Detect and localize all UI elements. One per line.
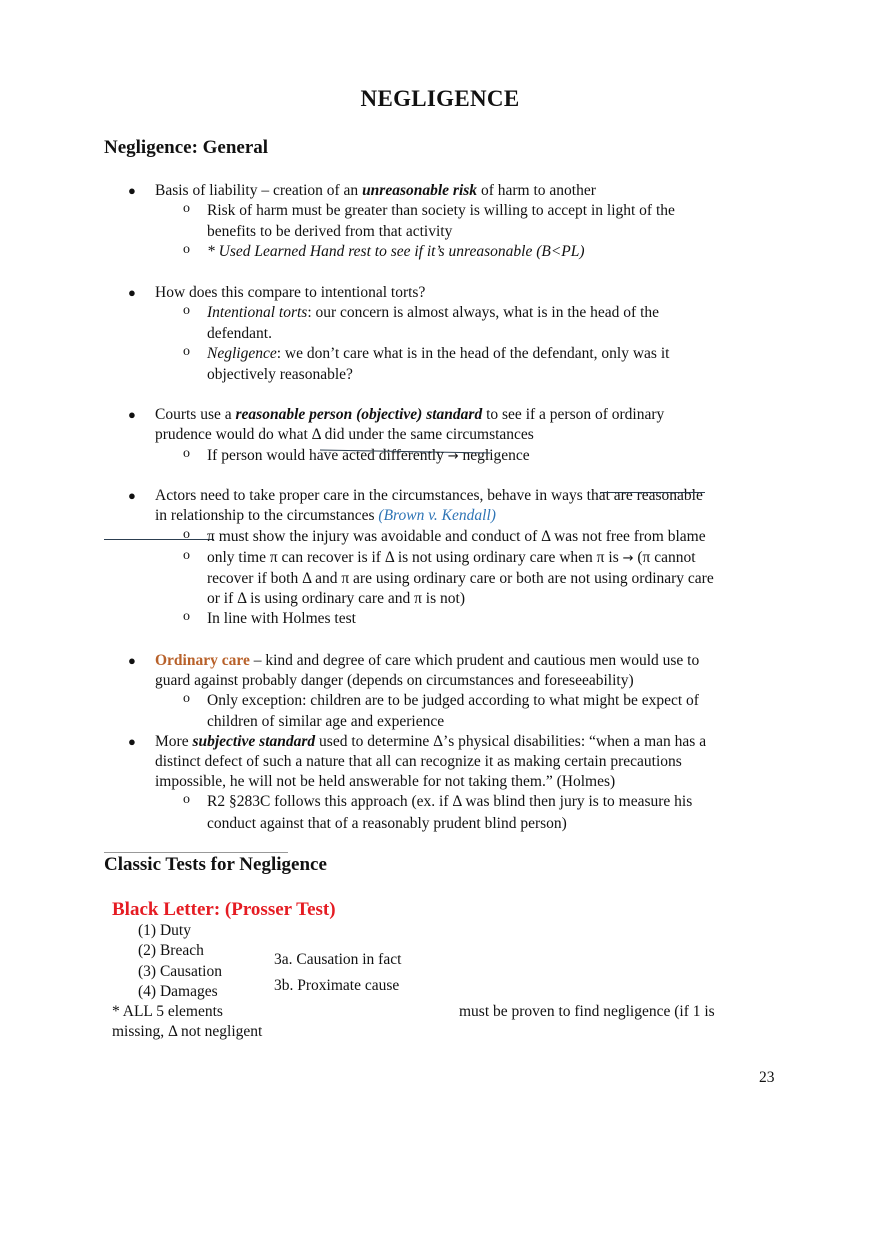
causation-sub-item: 3b. Proximate cause — [274, 977, 400, 994]
b2-line: How does this compare to intentional torts? — [155, 284, 426, 301]
page-title: NEGLIGENCE — [360, 86, 520, 111]
b5-sub1-line1: Only exception: children are to be judged according to what might be expect of — [207, 692, 699, 709]
pen-stroke — [104, 539, 214, 540]
term-ordinary-care: Ordinary care — [155, 652, 250, 669]
sub-bullet-icon: o — [183, 527, 190, 542]
b6-sub1-line2: conduct against that of a reasonably prudent blind person) — [207, 815, 567, 832]
b4-sub3: In line with Holmes test — [207, 610, 356, 627]
section-divider — [104, 852, 288, 853]
b3-line2: prudence would do what Δ did under the same circumstances — [155, 426, 534, 443]
b4-sub2-line1: only time π can recover is if Δ is not using ordinary care when π is → (π cannot — [207, 549, 696, 566]
b4-line2: in relationship to the circumstances (Brown v. Kendall) — [155, 507, 496, 524]
section-heading-general: Negligence: General — [104, 137, 269, 158]
b2-sub1-line2: defendant. — [207, 325, 272, 342]
sub-bullet-icon: o — [183, 609, 190, 624]
element-item: (1) Duty — [138, 922, 191, 939]
b2-sub2-line2: objectively reasonable? — [207, 366, 353, 383]
page-number: 23 — [759, 1069, 775, 1086]
note-line1-right: must be proven to find negligence (if 1 is — [459, 1003, 715, 1020]
b5-line2: guard against probably danger (depends on circumstances and foreseeability) — [155, 672, 634, 689]
arrow-right-icon: → — [447, 449, 459, 464]
bullet-icon: ● — [128, 407, 136, 422]
b6-line2: distinct defect of such a nature that all can recognize it as making certain precautions — [155, 753, 682, 770]
b1-sub1-line1: Risk of harm must be greater than society is willing to accept in light of the — [207, 202, 675, 219]
bullet-icon: ● — [128, 285, 136, 300]
arrow-right-icon: → — [622, 551, 634, 566]
b3-line1: Courts use a reasonable person (objective) standard to see if a person of ordinary — [155, 406, 665, 423]
note-line1-left: * ALL 5 elements — [112, 1003, 223, 1020]
b4-sub2-line2: recover if both Δ and π are using ordinary care or both are not using ordinary care — [207, 570, 714, 587]
bullet-icon: ● — [128, 488, 136, 503]
b4-sub1: π must show the injury was avoidable and conduct of Δ was not free from blame — [207, 528, 706, 545]
case-citation: (Brown v. Kendall) — [378, 507, 496, 524]
bullet-icon: ● — [128, 653, 136, 668]
b6-line3: impossible, he will not be held answerable for not taking them.” (Holmes) — [155, 773, 616, 790]
b2-sub1-line1: Intentional torts: our concern is almost always, what is in the head of the — [207, 304, 659, 321]
sub-bullet-icon: o — [183, 344, 190, 359]
b5-line1: Ordinary care – kind and degree of care which prudent and cautious men would use to — [155, 652, 700, 669]
black-letter-heading: Black Letter: (Prosser Test) — [112, 899, 336, 920]
element-item: (3) Causation — [138, 963, 222, 980]
b1-sub1-line2: benefits to be derived from that activity — [207, 223, 453, 240]
sub-bullet-icon: o — [183, 446, 190, 461]
sub-bullet-icon: o — [183, 201, 190, 216]
b5-sub1-line2: children of similar age and experience — [207, 713, 445, 730]
sub-bullet-icon: o — [183, 303, 190, 318]
b4-line1: Actors need to take proper care in the circumstances, behave in ways that are reasonable — [155, 487, 703, 504]
sub-bullet-icon: o — [183, 242, 190, 257]
b4-sub2-line3: or if Δ is using ordinary care and π is not) — [207, 590, 465, 607]
element-item: (2) Breach — [138, 942, 204, 959]
causation-sub-item: 3a. Causation in fact — [274, 951, 402, 968]
pen-stroke — [600, 492, 705, 493]
sub-bullet-icon: o — [183, 691, 190, 706]
note-line2: missing, Δ not negligent — [112, 1023, 263, 1040]
b1-sub2: * Used Learned Hand rest to see if it’s unreasonable (B<PL) — [207, 243, 585, 260]
b6-sub1-line1: R2 §283C follows this approach (ex. if Δ was blind then jury is to measure his — [207, 793, 693, 810]
sub-bullet-icon: o — [183, 548, 190, 563]
b6-line1: More subjective standard used to determine Δ’s physical disabilities: “when a man has a — [155, 733, 707, 750]
element-item: (4) Damages — [138, 983, 218, 1000]
sub-bullet-icon: o — [183, 792, 190, 807]
section-heading-tests: Classic Tests for Negligence — [104, 854, 327, 875]
bullet-icon: ● — [128, 183, 136, 198]
b3-sub1: If person would have acted differently → negligence — [207, 447, 530, 464]
b1-line: Basis of liability – creation of an unreasonable risk of harm to another — [155, 182, 596, 199]
bullet-icon: ● — [128, 734, 136, 749]
b2-sub2-line1: Negligence: we don’t care what is in the head of the defendant, only was it — [207, 345, 670, 362]
